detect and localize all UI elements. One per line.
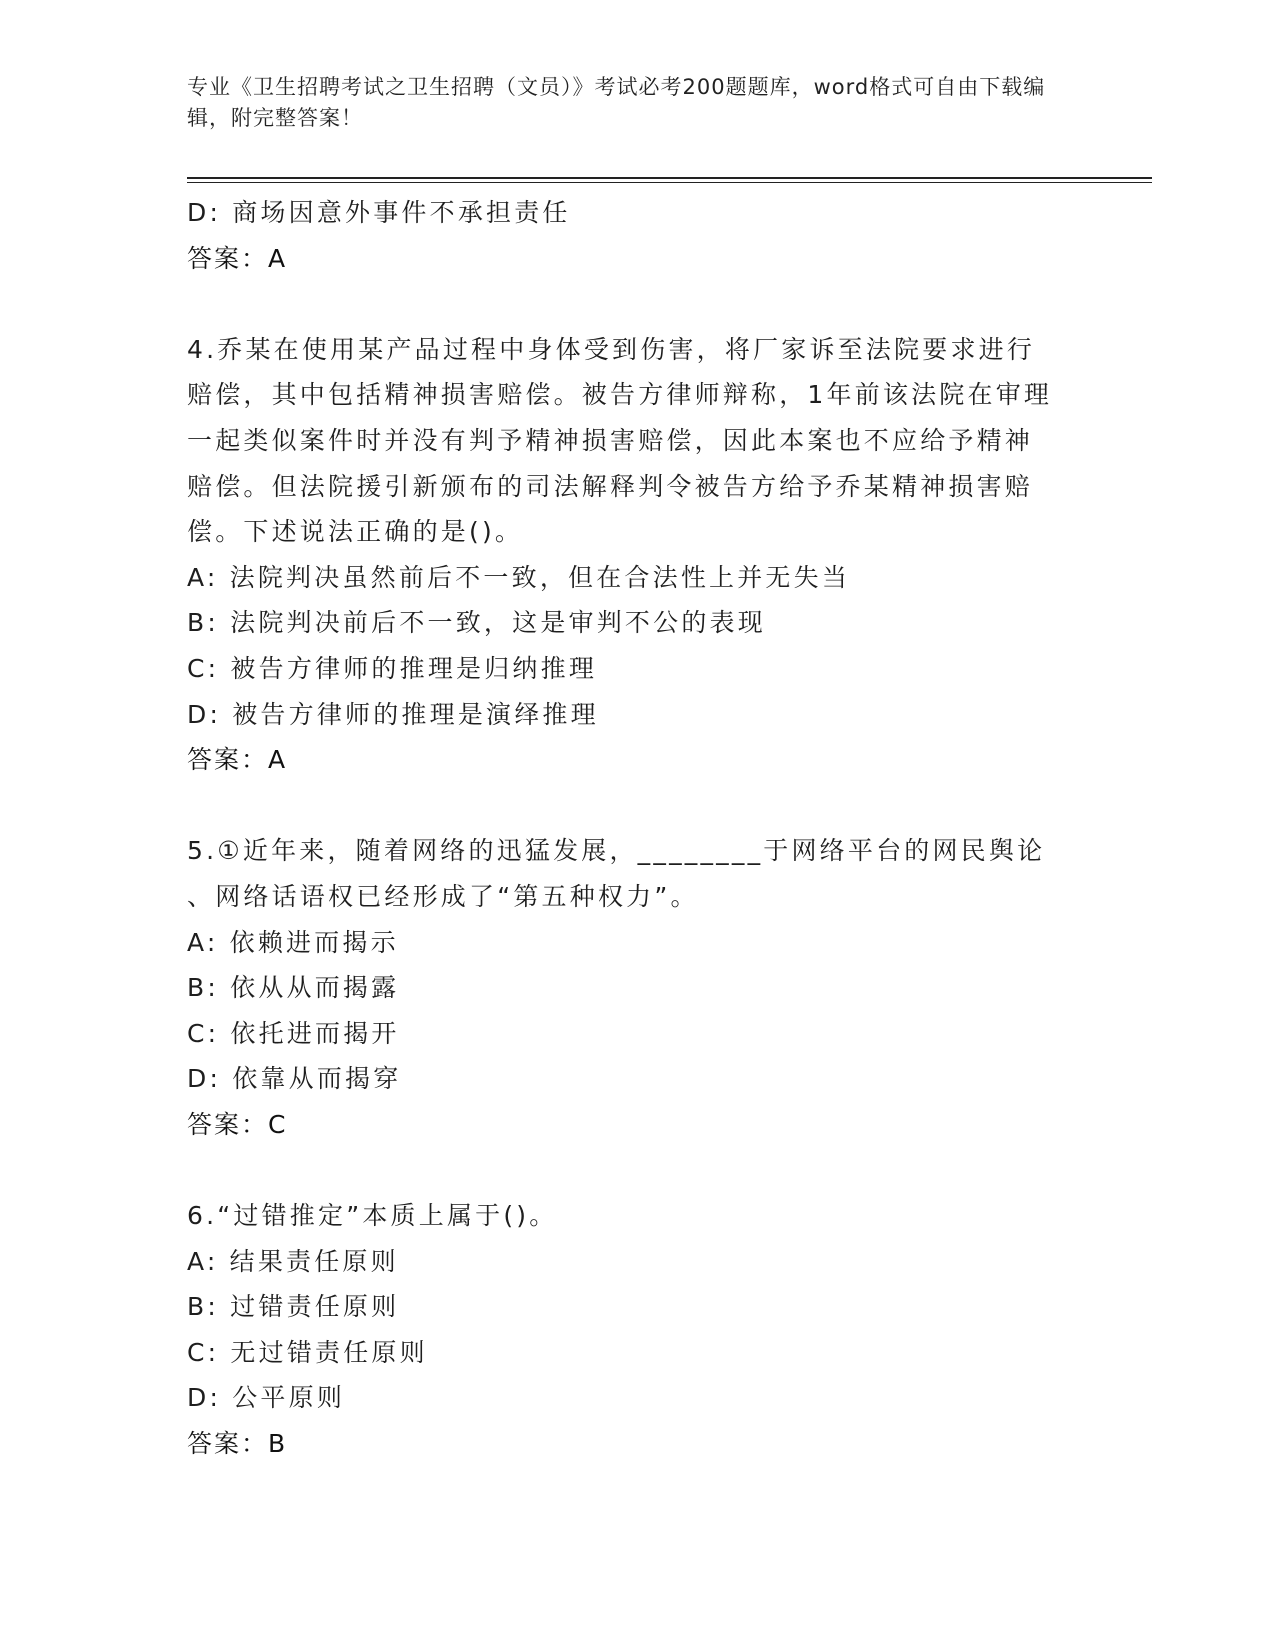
header-rule-thick bbox=[187, 177, 1152, 179]
question-4 bbox=[187, 327, 1087, 783]
question-5-answer: 答案：C bbox=[187, 1109, 288, 1139]
question-6-option-c: C: 无过错责任原则 bbox=[187, 1337, 428, 1367]
question-6-stem-line: 6.“过错推定”本质上属于()。 bbox=[187, 1201, 558, 1231]
question-5 bbox=[187, 828, 1087, 1147]
question-4-option-b: B: 法院判决前后不一致，这是审判不公的表现 bbox=[187, 608, 766, 638]
question-4-stem-line: 偿。下述说法正确的是()。 bbox=[187, 517, 524, 547]
question-6-option-d: D: 公平原则 bbox=[187, 1383, 346, 1413]
document-body bbox=[187, 190, 1087, 1467]
previous-question-answer: 答案：A bbox=[187, 243, 288, 273]
document-header-title: 专业《卫生招聘考试之卫生招聘（文员）》考试必考200题题库，word格式可自由下载编辑，附完整答案！ bbox=[187, 75, 1046, 130]
spacer bbox=[187, 1147, 1087, 1193]
question-5-option-d: D: 依靠从而揭穿 bbox=[187, 1064, 402, 1094]
question-5-option-c: C: 依托进而揭开 bbox=[187, 1018, 400, 1048]
spacer bbox=[187, 281, 1087, 327]
question-5-stem-line: 、网络话语权已经形成了“第五种权力”。 bbox=[187, 881, 699, 911]
question-4-stem-line: 赔偿，其中包括精神损害赔偿。被告方律师辩称，1年前该法院在审理 bbox=[187, 380, 1053, 410]
question-5-option-b: B: 依从从而揭露 bbox=[187, 973, 400, 1003]
question-4-option-d: D: 被告方律师的推理是演绎推理 bbox=[187, 699, 599, 729]
question-4-answer: 答案：A bbox=[187, 745, 288, 775]
spacer bbox=[187, 783, 1087, 829]
header-rule-thin bbox=[187, 182, 1152, 183]
question-6 bbox=[187, 1193, 1087, 1467]
question-4-stem-line: 一起类似案件时并没有判予精神损害赔偿，因此本案也不应给予精神 bbox=[187, 425, 1034, 455]
question-5-option-a: A: 依赖进而揭示 bbox=[187, 927, 399, 957]
question-6-option-a: A: 结果责任原则 bbox=[187, 1246, 399, 1276]
question-4-stem-line: 4.乔某在使用某产品过程中身体受到伤害，将厂家诉至法院要求进行 bbox=[187, 334, 1036, 364]
question-6-option-b: B: 过错责任原则 bbox=[187, 1292, 400, 1322]
question-4-option-a: A: 法院判决虽然前后不一致，但在合法性上并无失当 bbox=[187, 562, 851, 592]
question-6-answer: 答案：B bbox=[187, 1429, 288, 1459]
question-4-option-c: C: 被告方律师的推理是归纳推理 bbox=[187, 653, 598, 683]
question-4-stem-line: 赔偿。但法院援引新颁布的司法解释判令被告方给予乔某精神损害赔 bbox=[187, 471, 1034, 501]
question-5-stem-line: 5.①近年来，随着网络的迅猛发展，________于网络平台的网民舆论 bbox=[187, 836, 1046, 866]
previous-question-option-d: D: 商场因意外事件不承担责任 bbox=[187, 198, 571, 227]
